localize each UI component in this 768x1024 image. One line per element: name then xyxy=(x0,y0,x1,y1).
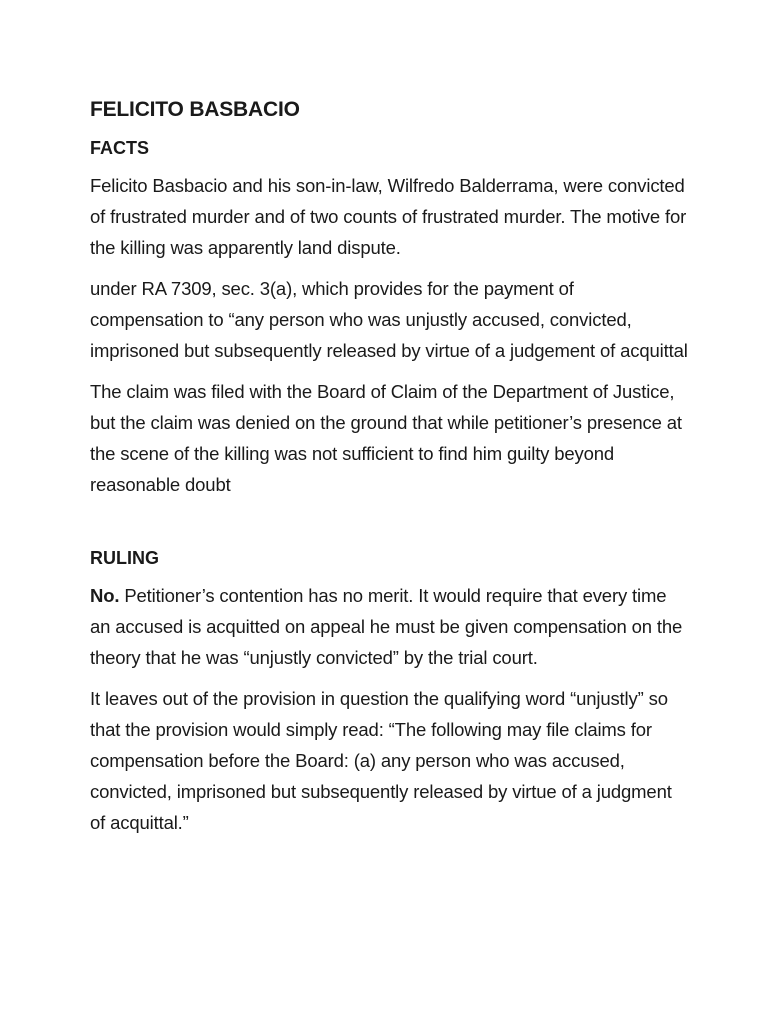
ruling-paragraph-1-text: Petitioner’s contention has no merit. It would require that every time an accused is acquitted on appeal he must be given compensation on the theory that he was “unjustly convicted” by the trial court. xyxy=(90,585,683,668)
facts-paragraph-3: The claim was filed with the Board of Claim of the Department of Justice, but the claim was denied on the ground that while petitioner’s presence at the scene of the killing was not sufficient to find him guilty beyond reasonable doubt xyxy=(90,381,682,495)
facts-heading: FACTS xyxy=(90,138,150,158)
ruling-lead: No. xyxy=(90,585,120,606)
document-title: FELICITO BASBACIO xyxy=(90,98,300,121)
section-spacer xyxy=(90,510,690,544)
facts-paragraph-1: Felicito Basbacio and his son-in-law, Wilfredo Balderrama, were convicted of frustrated murder and of two counts of frustrated murder. The motive for the killing was apparently land dispute. xyxy=(90,175,687,258)
ruling-heading: RULING xyxy=(90,548,159,568)
document-page xyxy=(90,94,690,848)
ruling-paragraph-1 xyxy=(90,580,690,673)
ruling-paragraph-2: It leaves out of the provision in question the qualifying word “unjustly” so that the provision would simply read: “The following may file claims for compensation before the Board: (a) any person who was accused, convicted, imprisoned but subsequently released by virtue of a judgment of acquittal.” xyxy=(90,688,672,833)
facts-paragraph-2: under RA 7309, sec. 3(a), which provides for the payment of compensation to “any person who was unjustly accused, convicted, imprisoned but subsequently released by virtue of a judgement of acquittal xyxy=(90,278,688,361)
